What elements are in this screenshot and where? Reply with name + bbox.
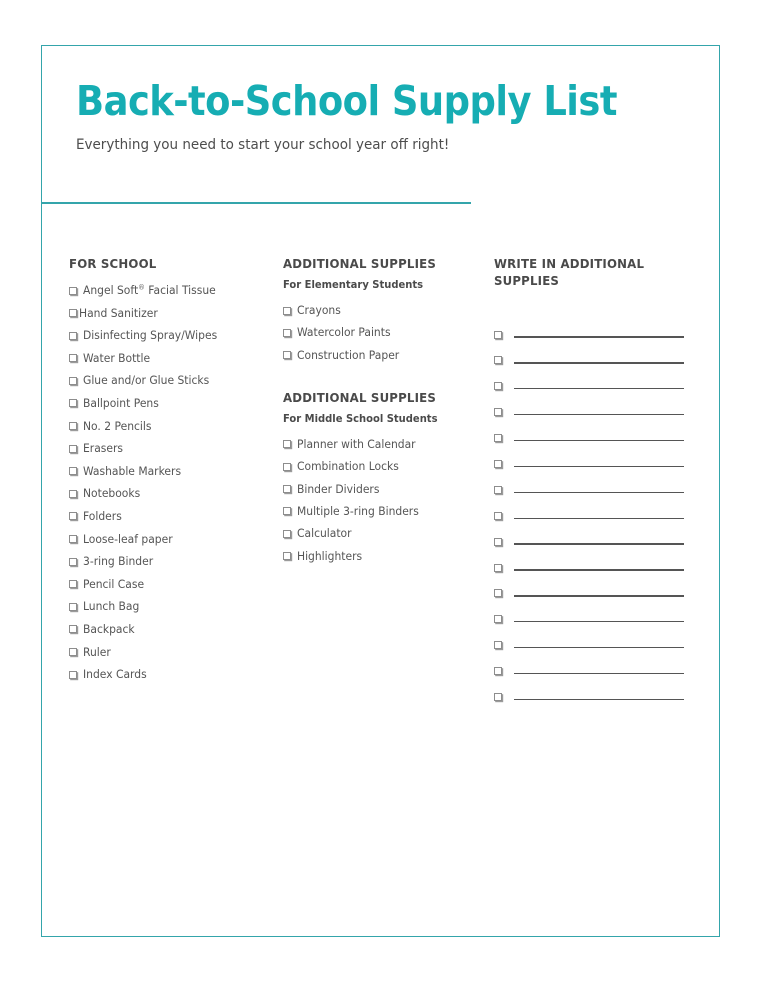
checkbox-icon[interactable]: [494, 460, 502, 468]
write-in-rule[interactable]: [514, 440, 684, 441]
checkbox-icon[interactable]: [69, 445, 77, 453]
list-item-label: Construction Paper: [297, 348, 400, 362]
checkbox-icon[interactable]: [69, 399, 77, 407]
list-item-label: Notebooks: [83, 487, 141, 501]
list-item[interactable]: [69, 510, 274, 524]
checkbox-icon[interactable]: [494, 408, 502, 416]
section-elementary: [283, 255, 483, 363]
list-item-label: Disinfecting Spray/Wipes: [83, 329, 218, 343]
write-in-rule[interactable]: [514, 569, 684, 570]
list-item-label: Combination Locks: [297, 460, 399, 474]
list-item[interactable]: [69, 307, 274, 321]
checkbox-icon[interactable]: [69, 490, 77, 498]
section-heading: ADDITIONAL SUPPLIES: [283, 389, 437, 405]
column-additional-supplies: [283, 255, 483, 572]
list-item[interactable]: [69, 646, 274, 660]
list-item-label: Lunch Bag: [83, 600, 140, 614]
list-item[interactable]: [69, 374, 274, 388]
write-in-rule[interactable]: [514, 336, 684, 337]
write-in-rule[interactable]: [514, 699, 684, 700]
checkbox-icon[interactable]: [494, 356, 502, 364]
checkbox-icon[interactable]: [69, 422, 77, 430]
list-item[interactable]: [69, 352, 274, 366]
list-item-label: Watercolor Paints: [297, 326, 391, 340]
list-item-label: 3-ring Binder: [83, 555, 154, 569]
checkbox-icon[interactable]: [69, 287, 77, 295]
list-item[interactable]: [283, 349, 483, 363]
list-item-label: Angel Soft® Facial Tissue: [83, 283, 216, 297]
write-in-line[interactable]: [494, 381, 684, 392]
list-item-label: Water Bottle: [83, 351, 151, 365]
list-item[interactable]: [283, 326, 483, 340]
checkbox-icon[interactable]: [69, 535, 77, 543]
checkbox-icon[interactable]: [494, 538, 502, 546]
checkbox-icon[interactable]: [494, 331, 502, 339]
checkbox-icon[interactable]: [494, 512, 502, 520]
checkbox-icon[interactable]: [494, 382, 502, 390]
write-in-line[interactable]: [494, 691, 684, 702]
write-in-line[interactable]: [494, 666, 684, 677]
checkbox-icon[interactable]: [69, 512, 77, 520]
list-item[interactable]: [69, 487, 274, 501]
section-heading: WRITE IN ADDITIONAL SUPPLIES: [494, 256, 645, 288]
write-in-rule[interactable]: [514, 466, 684, 467]
write-in-rule[interactable]: [514, 492, 684, 493]
write-in-line[interactable]: [494, 536, 684, 547]
list-item-label: Ruler: [83, 645, 111, 659]
checkbox-icon[interactable]: [69, 377, 77, 385]
list-item[interactable]: [69, 623, 274, 637]
checkbox-icon[interactable]: [494, 641, 502, 649]
checkbox-icon[interactable]: [283, 351, 291, 359]
write-in-line[interactable]: [494, 588, 684, 599]
checkbox-icon[interactable]: [494, 693, 502, 701]
write-in-line-list: [494, 329, 684, 702]
section-subheading: For Middle School Students: [283, 412, 438, 425]
checkbox-icon[interactable]: [283, 329, 291, 337]
list-item-label: Binder Dividers: [297, 482, 380, 496]
checkbox-icon[interactable]: [494, 589, 502, 597]
list-item-label: Glue and/or Glue Sticks: [83, 374, 210, 388]
write-in-line[interactable]: [494, 458, 684, 469]
write-in-line[interactable]: [494, 355, 684, 366]
checkbox-icon[interactable]: [69, 625, 77, 633]
checkbox-icon[interactable]: [69, 354, 77, 362]
write-in-rule[interactable]: [514, 543, 684, 544]
write-in-line[interactable]: [494, 329, 684, 340]
list-item-label: Highlighters: [297, 549, 363, 563]
checkbox-icon[interactable]: [69, 309, 77, 317]
list-item-label: Ballpoint Pens: [83, 396, 159, 410]
checkbox-icon[interactable]: [494, 615, 502, 623]
list-item-label: Planner with Calendar: [297, 437, 416, 451]
write-in-line[interactable]: [494, 484, 684, 495]
list-item[interactable]: [69, 284, 274, 298]
write-in-line[interactable]: [494, 614, 684, 625]
checkbox-icon[interactable]: [69, 558, 77, 566]
list-item[interactable]: [283, 505, 483, 519]
list-item[interactable]: [283, 550, 483, 564]
checkbox-icon[interactable]: [494, 667, 502, 675]
list-item[interactable]: [69, 442, 274, 456]
checkbox-icon[interactable]: [283, 307, 291, 315]
list-item-label: Crayons: [297, 304, 341, 317]
write-in-rule[interactable]: [514, 414, 684, 415]
write-in-rule[interactable]: [514, 388, 684, 389]
section-for-school: [69, 255, 274, 682]
checkbox-icon[interactable]: [494, 564, 502, 572]
write-in-line[interactable]: [494, 510, 684, 521]
section-subheading: For Elementary Students: [283, 279, 424, 291]
write-in-line[interactable]: [494, 562, 684, 573]
checkbox-icon[interactable]: [283, 552, 291, 560]
checkbox-icon[interactable]: [283, 485, 291, 493]
list-item-label: Folders: [83, 509, 122, 523]
write-in-rule[interactable]: [514, 595, 684, 596]
checkbox-icon[interactable]: [283, 530, 291, 538]
write-in-rule[interactable]: [514, 362, 684, 363]
list-item[interactable]: [69, 533, 274, 547]
write-in-line[interactable]: [494, 407, 684, 418]
checklist-elementary: [283, 304, 483, 363]
section-write-in: [494, 255, 684, 702]
list-item[interactable]: [283, 483, 483, 497]
list-item[interactable]: [69, 578, 274, 592]
checklist-middle-school: [283, 438, 483, 564]
checkbox-icon[interactable]: [69, 332, 77, 340]
write-in-rule[interactable]: [514, 673, 684, 674]
list-item-label: Washable Markers: [83, 464, 182, 478]
checkbox-icon[interactable]: [494, 486, 502, 494]
checkbox-icon[interactable]: [69, 467, 77, 475]
list-item[interactable]: [69, 555, 274, 569]
list-item-label: Erasers: [83, 442, 124, 456]
column-write-in: [494, 255, 684, 717]
list-item[interactable]: [283, 460, 483, 474]
list-item[interactable]: [283, 527, 483, 541]
list-item[interactable]: [69, 329, 274, 343]
list-item[interactable]: [69, 420, 274, 434]
column-for-school: [69, 255, 274, 691]
list-item[interactable]: [69, 465, 274, 479]
page-title: Back-to-School Supply List: [76, 77, 617, 125]
write-in-line[interactable]: [494, 640, 684, 651]
list-item-label: Pencil Case: [83, 577, 145, 591]
write-in-rule[interactable]: [514, 621, 684, 622]
list-item[interactable]: [283, 304, 483, 318]
list-item-label: Loose-leaf paper: [83, 532, 173, 546]
list-item-label: Backpack: [83, 622, 135, 636]
section-heading: ADDITIONAL SUPPLIES: [283, 256, 437, 271]
page-subtitle: Everything you need to start your school year off right!: [76, 137, 450, 153]
list-item-label: Multiple 3-ring Binders: [297, 504, 419, 518]
checkbox-icon[interactable]: [283, 507, 291, 515]
list-item-label: No. 2 Pencils: [83, 419, 152, 433]
write-in-rule[interactable]: [514, 647, 684, 648]
list-item[interactable]: [69, 668, 274, 682]
list-item[interactable]: [69, 600, 274, 614]
section-heading: FOR SCHOOL: [69, 256, 157, 271]
list-item[interactable]: [69, 397, 274, 411]
section-middle-school: [283, 389, 483, 564]
checkbox-icon[interactable]: [283, 440, 291, 448]
write-in-line[interactable]: [494, 433, 684, 444]
list-item[interactable]: [283, 438, 483, 452]
checkbox-icon[interactable]: [69, 603, 77, 611]
checkbox-icon[interactable]: [69, 671, 77, 679]
checkbox-icon[interactable]: [69, 648, 77, 656]
list-item-label: Hand Sanitizer: [78, 306, 158, 320]
checkbox-icon[interactable]: [69, 580, 77, 588]
list-item-label: Calculator: [297, 527, 352, 541]
list-item-label: Index Cards: [83, 668, 147, 682]
checklist-for-school: [69, 284, 274, 682]
checkbox-icon[interactable]: [283, 463, 291, 471]
checkbox-icon[interactable]: [494, 434, 502, 442]
write-in-rule[interactable]: [514, 518, 684, 519]
